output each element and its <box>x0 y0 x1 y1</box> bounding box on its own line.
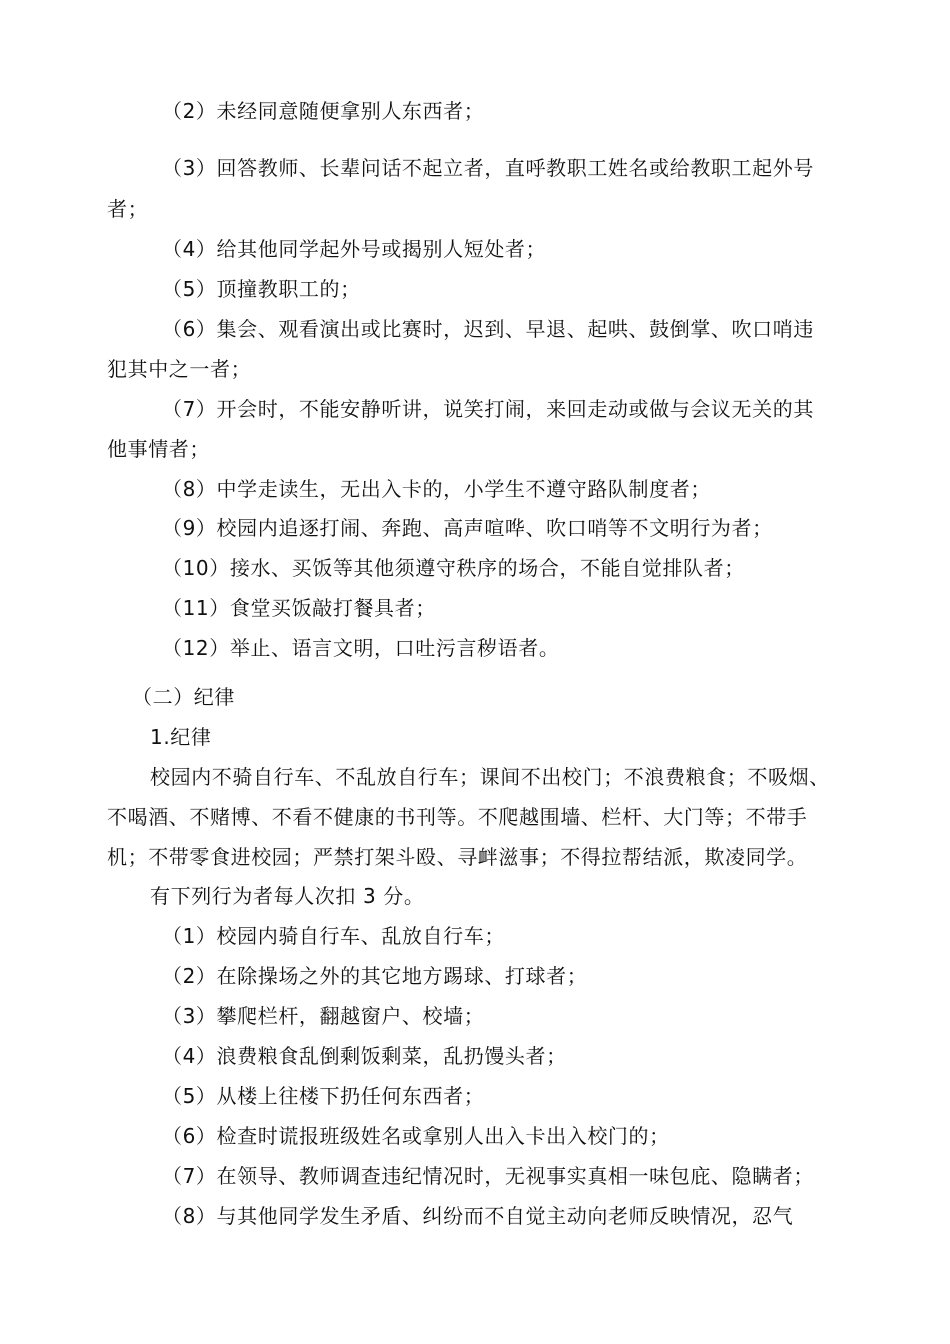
penalty-statement: 有下列行为者每人次扣 3 分。 <box>150 884 425 908</box>
discipline-item-3: （3）攀爬栏杆，翻越窗户、校墙； <box>162 1004 485 1028</box>
rule-item-6: （6）集会、观看演出或比赛时，迟到、早退、起哄、鼓倒掌、吹口哨违 <box>162 317 814 341</box>
discipline-item-5: （5）从楼上往楼下扔任何东西者； <box>162 1084 485 1108</box>
rule-item-9: （9）校园内追逐打闹、奔跑、高声喧哗、吹口哨等不文明行为者； <box>162 516 773 540</box>
rule-item-4: （4）给其他同学起外号或揭别人短处者； <box>162 237 547 261</box>
subsection-heading: 1.纪律 <box>150 725 212 749</box>
discipline-item-2: （2）在除操场之外的其它地方踢球、打球者； <box>162 964 588 988</box>
discipline-item-7: （7）在领导、教师调查违纪情况时，无视事实真相一味包庇、隐瞒者； <box>162 1164 814 1188</box>
rule-item-10: （10）接水、买饭等其他须遵守秩序的场合，不能自觉排队者； <box>162 556 745 580</box>
discipline-item-4: （4）浪费粮食乱倒剩饭剩菜，乱扔馒头者； <box>162 1044 567 1068</box>
rule-item-2: （2）未经同意随便拿别人东西者； <box>162 99 485 123</box>
discipline-item-8: （8）与其他同学发生矛盾、纠纷而不自觉主动向老师反映情况，忍气 <box>162 1204 794 1228</box>
rule-item-7-continued: 他事情者； <box>107 437 210 461</box>
paragraph-line-1: 校园内不骑自行车、不乱放自行车；课间不出校门；不浪费粮食；不吸烟、 <box>150 765 830 789</box>
discipline-item-6: （6）检查时谎报班级姓名或拿别人出入卡出入校门的； <box>162 1124 670 1148</box>
rule-item-3-continued: 者； <box>107 197 149 221</box>
rule-item-6-continued: 犯其中之一者； <box>107 357 252 381</box>
paragraph-line-3: 机；不带零食进校园；严禁打架斗殴、寻衅滋事；不得拉帮结派，欺凌同学。 <box>107 845 808 869</box>
rule-item-11: （11）食堂买饭敲打餐具者； <box>162 596 436 620</box>
paragraph-line-2: 不喝酒、不赌博、不看不健康的书刊等。不爬越围墙、栏杆、大门等；不带手 <box>107 805 808 829</box>
rule-item-5: （5）顶撞教职工的； <box>162 277 361 301</box>
discipline-item-1: （1）校园内骑自行车、乱放自行车； <box>162 924 505 948</box>
rule-item-7: （7）开会时，不能安静听讲，说笑打闹，来回走动或做与会议无关的其 <box>162 397 814 421</box>
rule-item-12: （12）举止、语言文明，口吐污言秽语者。 <box>162 636 560 660</box>
rule-item-3: （3）回答教师、长辈问话不起立者，直呼教职工姓名或给教职工起外号 <box>162 156 814 180</box>
rule-item-8: （8）中学走读生，无出入卡的，小学生不遵守路队制度者； <box>162 477 711 501</box>
section-heading: （二）纪律 <box>132 685 235 709</box>
